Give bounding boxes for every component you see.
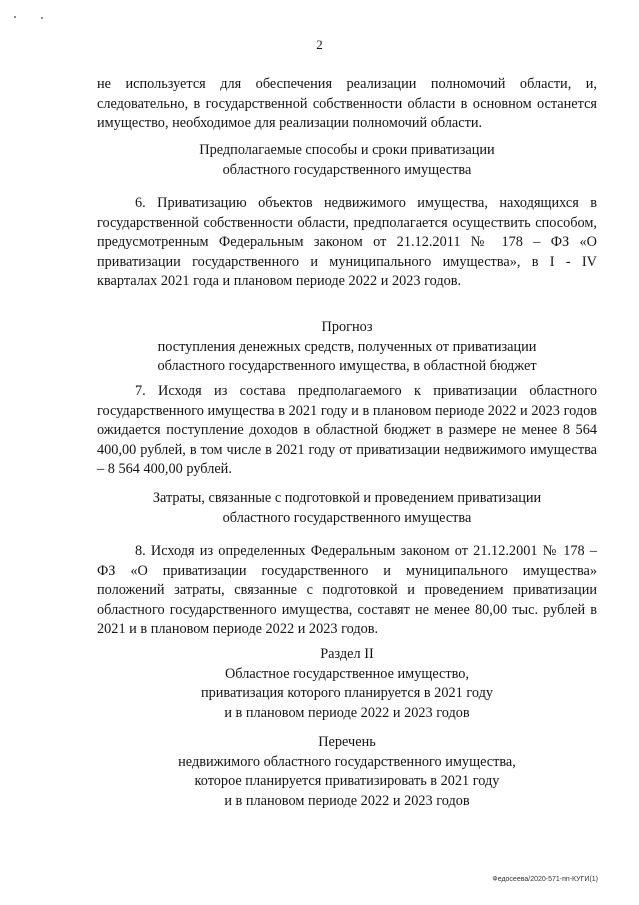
paragraph-8: 8. Исходя из определенных Федеральным законом от 21.12.2001 № 178 – ФЗ «О приватизации государственного и муниципального имущества» положений затраты, связанные с подготовкой и проведением приватизации областного государственного имущества, составят не менее 80,00 тыс. рублей в 2021 и в плановом периоде 2022 и 2023 годов. [97,543,597,637]
footer-reference: Федосеева/2020-571-пп-КУГИ(1) [492,876,598,883]
scan-speck [41,17,43,19]
intro-text: не используется для обеспечения реализации полномочий области, и, следовательно, в государственной собственности области в основном останется имущество, необходимое для реализации полномочий области. [97,76,597,131]
scan-speck [14,16,16,18]
section-heading-methods: Предполагаемые способы и сроки приватизации областного государственного имущества [199,142,495,178]
paragraph-6: 6. Приватизацию объектов недвижимого имущества, находящихся в государственной собственности области, предполагается осуществить способом, предусмотренным Федеральным законом от 21.12.2011 № 178 – ФЗ «О приватизации государственного и муниципального имущества», в I - IV кварталах 2021 года и плановом периоде 2022 и 2023 годов. [97,195,597,289]
section-heading-costs: Затраты, связанные с подготовкой и проведением приватизации областного государственного имущества [152,490,542,526]
paragraph-7: 7. Исходя из состава предполагаемого к приватизации областного государственного имущества в 2021 году и в плановом периоде 2022 и 2023 годов ожидается поступление доходов в областной бюджет в размере не менее 8 564 400,00 рублей, в том числе в 2021 году от приватизации недвижимого имущества – 8 564 400,00 рублей. [97,383,597,477]
section-heading-forecast: Прогноз поступления денежных средств, полученных от приватизации областного государственного имущества, в областной бюджет [157,319,537,374]
part-heading: Раздел II Областное государственное имущество, приватизация которого планируется в 2021 году и в плановом периоде 2022 и 2023 годов [200,646,494,721]
page-number: 2 [316,37,323,52]
list-heading: Перечень недвижимого областного государственного имущества, которое планируется приватизировать в 2021 году и в плановом периоде 2022 и 2023 годов [178,734,516,809]
